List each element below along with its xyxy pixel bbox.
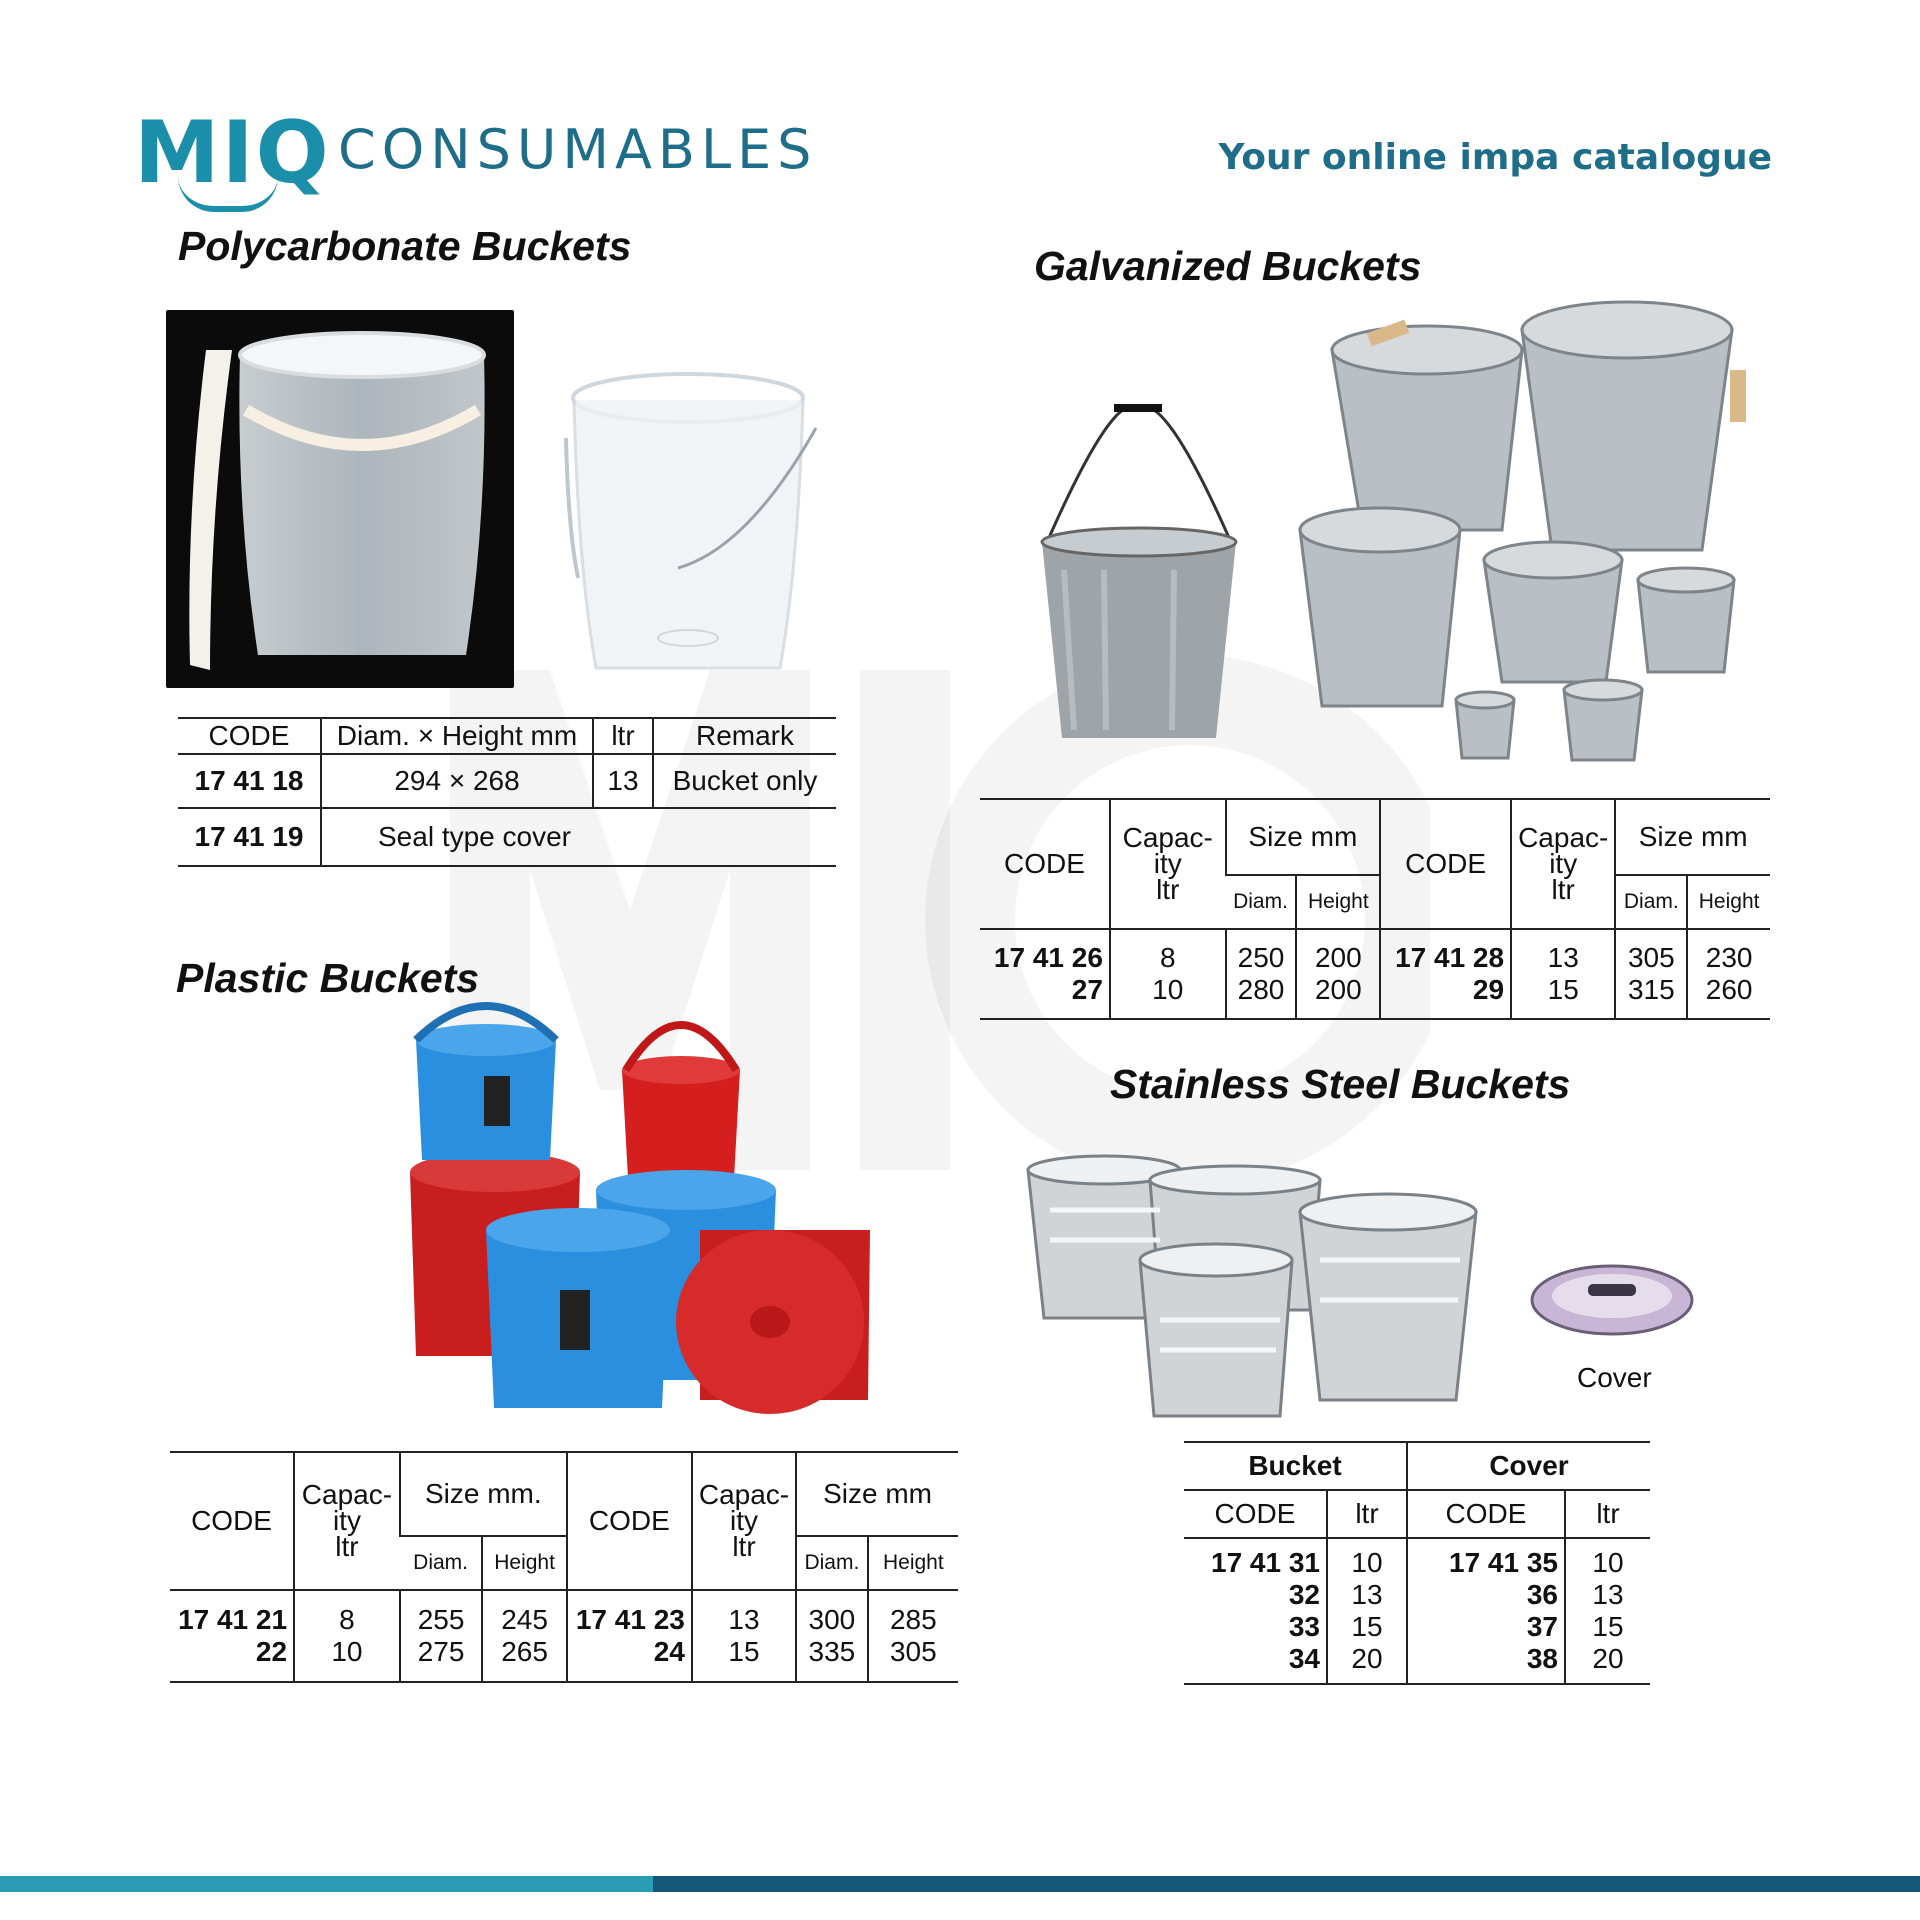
header-code: CODE (1184, 1490, 1327, 1538)
galvanized-bucket-group-image (1292, 290, 1776, 772)
header-code: CODE (208, 720, 290, 751)
header-code: CODE (1380, 799, 1511, 929)
header-ltr: ltr (593, 718, 653, 754)
header-diam: Diam. (796, 1536, 868, 1590)
left-capacity: 8 10 (1110, 929, 1226, 1019)
footer-bar (0, 1876, 1920, 1892)
clear-pail-image (548, 368, 838, 690)
header-cover: Cover (1407, 1442, 1650, 1490)
bucket-codes: 17 41 31 32 33 34 (1211, 1547, 1320, 1674)
clear-bucket-image (166, 310, 514, 688)
row-size: 294 × 268 (321, 754, 593, 808)
left-diam: 250 280 (1226, 929, 1297, 1019)
stainless-title: Stainless Steel Buckets (1110, 1061, 1571, 1107)
header-height: Height (868, 1536, 958, 1590)
header-height: Height (482, 1536, 566, 1590)
stainless-table (1184, 1441, 1650, 1685)
header-height: Height (1296, 875, 1380, 929)
left-codes: 17 41 26 27 (993, 942, 1103, 1005)
bucket-ltr: 10 13 15 20 (1327, 1538, 1407, 1684)
brand-logo[interactable]: MIQ (134, 103, 331, 203)
header-code: CODE (567, 1452, 692, 1590)
header-code: CODE (1407, 1490, 1565, 1538)
header-size: Size mm. (400, 1452, 567, 1536)
header-size: Size mm (796, 1452, 958, 1536)
polycarbonate-table (178, 717, 836, 867)
header-remark: Remark (653, 718, 836, 754)
plastic-title: Plastic Buckets (176, 955, 480, 1001)
header-diam: Diam. (1615, 875, 1687, 929)
plastic-table (170, 1451, 958, 1683)
right-codes: 17 41 23 24 (567, 1590, 692, 1682)
galvanized-bucket-image (1034, 400, 1244, 746)
row-ltr: 13 (593, 754, 653, 808)
header-ltr: ltr (1327, 1490, 1407, 1538)
right-codes: 17 41 28 29 (1380, 929, 1511, 1019)
header-capacity: Capac- ity ltr (1511, 799, 1615, 929)
row-code: 17 41 18 (194, 765, 304, 796)
right-height: 230 260 (1687, 929, 1770, 1019)
right-capacity: 13 15 (1511, 929, 1615, 1019)
cover-ltr: 10 13 15 20 (1565, 1538, 1650, 1684)
right-height: 285 305 (868, 1590, 958, 1682)
header-code: CODE (170, 1452, 294, 1590)
header-ltr: ltr (1565, 1490, 1650, 1538)
left-height: 245 265 (482, 1590, 566, 1682)
row-description: Seal type cover (321, 808, 836, 866)
galvanized-title: Galvanized Buckets (1034, 243, 1422, 289)
header-code: CODE (980, 799, 1110, 929)
header-size: Size mm (1615, 799, 1770, 875)
header-capacity: Capac- ity ltr (1110, 799, 1226, 929)
header-diam: Diam. (400, 1536, 483, 1590)
header-diam: Diam. (1226, 875, 1297, 929)
plastic-bucket-image (400, 1000, 880, 1426)
polycarbonate-title: Polycarbonate Buckets (178, 223, 632, 269)
left-capacity: 8 10 (294, 1590, 400, 1682)
galvanized-table (980, 798, 1770, 1020)
left-diam: 255 275 (400, 1590, 483, 1682)
header-size: Diam. × Height mm (321, 718, 593, 754)
right-capacity: 13 15 (692, 1590, 796, 1682)
row-code: 17 41 19 (194, 821, 304, 852)
cover-codes: 17 41 35 36 37 38 (1407, 1538, 1565, 1684)
header-capacity: Capac- ity ltr (294, 1452, 400, 1590)
tagline: Your online impa catalogue (1218, 137, 1772, 178)
header-capacity: Capac- ity ltr (692, 1452, 796, 1590)
logo-anchor-icon (178, 176, 278, 212)
header-size: Size mm (1226, 799, 1381, 875)
right-diam: 300 335 (796, 1590, 868, 1682)
left-codes: 17 41 21 22 (178, 1604, 288, 1667)
steel-bucket-image (1020, 1150, 1480, 1422)
left-height: 200 200 (1296, 929, 1380, 1019)
row-remark: Bucket only (653, 754, 836, 808)
steel-cover-image (1528, 1252, 1696, 1338)
header-height: Height (1687, 875, 1770, 929)
header-bucket: Bucket (1248, 1450, 1342, 1481)
brand-name: CONSUMABLES (338, 118, 818, 181)
right-diam: 305 315 (1615, 929, 1687, 1019)
cover-caption: Cover (1577, 1362, 1652, 1393)
